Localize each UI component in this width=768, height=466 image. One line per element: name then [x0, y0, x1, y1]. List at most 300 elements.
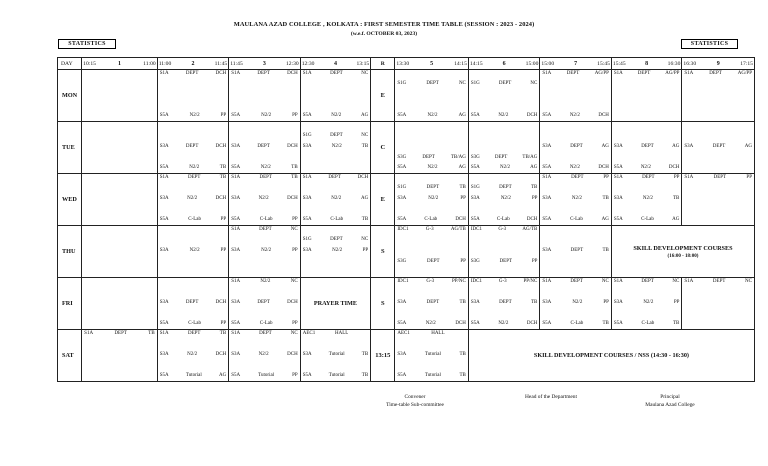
slot-content — [682, 122, 754, 173]
class-teacher: NC — [290, 227, 298, 232]
class-room: DEPT — [259, 331, 272, 336]
class-entry — [397, 113, 466, 118]
class-room: DEPT — [330, 71, 343, 76]
class-teacher: NC — [361, 237, 369, 242]
class-teacher: TB — [602, 248, 609, 253]
class-entry — [231, 113, 298, 118]
class-entry — [303, 248, 369, 253]
class-group: S3A — [159, 300, 169, 305]
class-room: C-Lab — [330, 217, 344, 222]
slot-tue-p7 — [540, 122, 612, 174]
class-group: S5A — [302, 373, 312, 378]
class-entry — [303, 113, 369, 118]
period-times — [230, 61, 299, 67]
class-group: S3A — [470, 300, 480, 305]
class-teacher: PP/NC — [451, 279, 466, 284]
class-group: S5A — [613, 217, 623, 222]
class-teacher: DCH — [215, 196, 227, 201]
class-entry — [160, 248, 227, 253]
slot-sat-p4 — [300, 330, 371, 382]
slot-mon-p1 — [82, 70, 158, 122]
prayer-time-text: PRAYER TIME — [313, 300, 358, 307]
class-entry — [231, 331, 298, 336]
class-group: S3G — [470, 259, 480, 264]
department-label-right: STATISTICS — [681, 39, 738, 49]
class-group: S3A — [542, 300, 552, 305]
class-room: N2/2 — [187, 352, 198, 357]
class-entry — [397, 259, 466, 264]
slot-content — [540, 278, 611, 329]
class-entry — [614, 175, 680, 180]
class-group: S1A — [613, 175, 623, 180]
period-end: 15:00 — [525, 60, 539, 67]
class-teacher: DCH — [287, 71, 298, 76]
class-teacher: NC — [672, 279, 680, 284]
slot-mon-p6 — [468, 70, 540, 122]
class-group: S5A — [470, 165, 480, 170]
class-entry — [471, 165, 538, 170]
class-room: DEPT — [566, 71, 580, 76]
slot-content — [82, 122, 157, 173]
class-room: DEPT — [499, 185, 512, 190]
slot-content — [229, 278, 300, 329]
class-entry — [614, 165, 680, 170]
principal-signature — [625, 393, 715, 409]
period-start: 11:45 — [230, 60, 243, 67]
class-room: N2/2 — [571, 196, 582, 201]
slot-content — [469, 278, 540, 329]
class-teacher: DCH — [215, 71, 227, 76]
slot-thu-p7 — [540, 226, 612, 278]
class-group: S1A — [302, 175, 312, 180]
slot-content — [395, 226, 468, 277]
class-group: S5A — [613, 165, 623, 170]
class-group: S1A — [84, 331, 94, 336]
slot-wed-p6 — [468, 174, 540, 226]
class-entry — [397, 185, 466, 190]
class-teacher: DCH — [526, 321, 538, 326]
period-end: 13:15 — [356, 60, 370, 67]
class-teacher: DCH — [287, 352, 298, 357]
class-teacher: DCH — [526, 217, 538, 222]
period-start: 10:15 — [83, 60, 96, 67]
class-room: C-Lab — [570, 217, 583, 222]
class-entry — [231, 300, 298, 305]
row-tue — [58, 122, 755, 174]
class-room: N2/2 — [427, 165, 438, 170]
class-room: DEPT — [426, 300, 440, 305]
slot-wed-p4 — [300, 174, 371, 226]
class-room: DEPT — [257, 71, 270, 76]
slot-content — [395, 122, 468, 173]
class-room: Tutorial — [328, 373, 345, 378]
class-entry — [303, 71, 369, 76]
class-group: S5A — [231, 165, 241, 170]
class-teacher: TB — [672, 321, 680, 326]
class-entry — [160, 144, 227, 149]
class-teacher: PP — [292, 373, 298, 378]
class-group: S1A — [159, 175, 169, 180]
class-group: S1A — [231, 71, 241, 76]
class-entry — [231, 175, 298, 180]
slot-content — [158, 330, 229, 381]
class-entry — [303, 352, 369, 357]
class-teacher: DCH — [287, 144, 298, 149]
period-number: 5 — [430, 60, 434, 67]
class-teacher: DCH — [455, 321, 466, 326]
class-room: C-Lab — [259, 321, 273, 326]
class-room: DEPT — [570, 248, 584, 253]
class-group: S5A — [397, 217, 407, 222]
class-entry — [471, 279, 538, 284]
class-teacher: DCH — [455, 217, 466, 222]
period-times — [613, 61, 681, 67]
class-teacher: PP — [220, 321, 227, 326]
period-times — [396, 61, 467, 67]
day-label-sat: SAT — [58, 330, 82, 382]
class-room: DEPT — [498, 81, 512, 86]
period-header-8 — [611, 58, 682, 70]
class-entry — [614, 71, 680, 76]
slot-content — [682, 278, 754, 329]
class-room: N2/2 — [260, 279, 271, 284]
class-teacher: PP — [292, 321, 298, 326]
class-teacher: TB — [291, 165, 298, 170]
period-end: 15:45 — [597, 60, 610, 67]
class-room: G-3 — [425, 227, 434, 232]
slot-thu-p4 — [300, 226, 371, 278]
class-room: DEPT — [187, 175, 201, 180]
class-room: DEPT — [185, 300, 199, 305]
class-group: S5A — [231, 321, 241, 326]
class-room: Tutorial — [258, 373, 275, 378]
class-group: S3A — [159, 196, 169, 201]
class-room: N2/2 — [331, 144, 342, 149]
class-teacher: AG/TB — [522, 227, 538, 232]
slot-content — [158, 122, 229, 173]
class-entry — [471, 227, 538, 232]
class-room: DEPT — [257, 300, 270, 305]
class-room: C-Lab — [188, 217, 202, 222]
class-teacher: DCH — [598, 113, 609, 118]
class-entry — [542, 300, 609, 305]
recess-cell-wed: E — [371, 174, 395, 226]
class-room: N2/2 — [500, 196, 511, 201]
prayer-time-cell — [300, 278, 371, 330]
class-room: N2/2 — [427, 113, 438, 118]
class-teacher: TB — [361, 352, 369, 357]
class-group: S1G — [470, 81, 480, 86]
class-teacher: TB — [361, 217, 369, 222]
day-label-fri: FRI — [58, 278, 82, 330]
period-start: 14:15 — [469, 60, 483, 67]
class-teacher: TB — [602, 196, 609, 201]
slot-wed-p3 — [229, 174, 301, 226]
slot-thu-p6 — [468, 226, 540, 278]
class-entry — [303, 331, 369, 336]
class-room: DEPT — [499, 300, 512, 305]
class-group: S1A — [231, 175, 241, 180]
class-teacher: DCH — [357, 175, 369, 180]
class-teacher: AG — [672, 217, 680, 222]
slot-fri-p1 — [82, 278, 158, 330]
class-entry — [160, 352, 227, 357]
day-label-wed: WED — [58, 174, 82, 226]
class-group: S1A — [302, 71, 312, 76]
class-entry — [303, 217, 369, 222]
class-room: N2/2 — [498, 113, 509, 118]
class-room: G-3 — [498, 279, 507, 284]
class-group: S1A — [684, 71, 694, 76]
class-room: DEPT — [637, 71, 651, 76]
class-entry — [471, 217, 538, 222]
class-group: S3A — [397, 300, 407, 305]
period-start: 16:30 — [683, 60, 697, 67]
class-group: S3A — [470, 196, 480, 201]
class-teacher: TB — [459, 300, 466, 305]
slot-wed-p1 — [82, 174, 158, 226]
class-entry — [231, 165, 298, 170]
period-end: 11:00 — [143, 60, 156, 67]
class-entry — [231, 352, 298, 357]
slot-content — [229, 226, 300, 277]
class-group: S1A — [542, 279, 552, 284]
slot-content — [395, 330, 468, 381]
class-room: HALL — [431, 331, 445, 336]
class-room: DEPT — [330, 237, 343, 242]
slot-content — [82, 70, 157, 121]
class-teacher: NC — [290, 331, 298, 336]
class-room: N2/2 — [258, 352, 269, 357]
class-teacher: NC — [458, 81, 466, 86]
class-teacher: AG — [360, 196, 369, 201]
class-group: S5A — [397, 321, 407, 326]
class-group: S1A — [159, 331, 169, 336]
period-start: 11:00 — [158, 60, 172, 67]
class-group: S3G — [470, 155, 480, 160]
period-number: 4 — [333, 60, 337, 67]
class-group: S5A — [613, 321, 623, 326]
class-teacher: AG — [218, 373, 227, 378]
slot-fri-p2 — [157, 278, 229, 330]
class-teacher: AG — [672, 144, 680, 149]
period-times — [83, 61, 156, 67]
class-room: N2/2 — [332, 248, 343, 253]
slot-content — [469, 226, 540, 277]
class-room: DEPT — [712, 144, 726, 149]
slot-wed-p9 — [682, 174, 755, 226]
class-teacher: DCH — [215, 300, 227, 305]
class-group: IDC1 — [397, 227, 409, 232]
class-group: S5A — [231, 113, 241, 118]
class-entry — [160, 196, 227, 201]
convener-signature — [370, 393, 460, 409]
class-entry — [614, 217, 680, 222]
class-teacher: DCH — [215, 144, 227, 149]
class-room: N2/2 — [569, 113, 580, 118]
slot-mon-p5 — [395, 70, 469, 122]
class-entry — [471, 259, 538, 264]
class-teacher: PP/NC — [523, 279, 538, 284]
hod-signature — [505, 393, 597, 401]
class-room: N2/2 — [187, 196, 198, 201]
class-teacher: TB — [602, 321, 609, 326]
period-end: 12:30 — [285, 60, 299, 67]
period-start: 15:45 — [612, 60, 626, 67]
class-teacher: TB — [459, 352, 466, 357]
class-group: S1A — [613, 71, 623, 76]
class-entry — [614, 196, 680, 201]
period-number: 8 — [645, 60, 649, 67]
period-end: 16:30 — [667, 60, 681, 67]
effective-date: (w.e.f. OCTOBER 03, 2023) — [350, 31, 418, 37]
class-teacher: NC — [745, 279, 752, 284]
class-entry — [231, 144, 298, 149]
class-teacher: TB — [672, 196, 680, 201]
class-group: S3A — [302, 196, 312, 201]
class-group: S3A — [231, 352, 241, 357]
class-entry — [303, 144, 369, 149]
class-group: S1G — [470, 185, 480, 190]
class-group: S5A — [542, 321, 552, 326]
class-room: DEPT — [259, 227, 272, 232]
recess-cell-thu: S — [371, 226, 395, 278]
slot-content — [540, 122, 611, 173]
class-teacher: AG — [360, 113, 369, 118]
class-group: S3A — [613, 196, 623, 201]
header-row — [58, 58, 755, 70]
class-teacher: DCH — [215, 352, 227, 357]
class-entry — [303, 175, 369, 180]
class-group: S5A — [542, 165, 552, 170]
slot-tue-p9 — [682, 122, 755, 174]
class-entry — [614, 279, 680, 284]
period-number: 2 — [191, 60, 195, 67]
class-group: S3A — [159, 248, 169, 253]
class-teacher: TB — [361, 144, 369, 149]
class-entry — [614, 144, 680, 149]
slot-wed-p8 — [611, 174, 682, 226]
class-room: C-Lab — [424, 217, 438, 222]
slot-content — [469, 174, 540, 225]
recess-cell-tue: C — [371, 122, 395, 174]
class-entry — [160, 300, 227, 305]
class-teacher: PP — [460, 196, 466, 201]
class-entry — [542, 113, 609, 118]
slot-content — [301, 174, 371, 225]
class-entry — [471, 81, 538, 86]
class-room: N2/2 — [499, 165, 510, 170]
row-wed — [58, 174, 755, 226]
class-group: S1A — [542, 71, 552, 76]
skill-development-hours: (16:00 - 18:00) — [667, 253, 699, 259]
slot-tue-p5 — [395, 122, 469, 174]
class-teacher: DCH — [598, 165, 609, 170]
class-teacher: DCH — [287, 300, 298, 305]
slot-tue-p1 — [82, 122, 158, 174]
class-teacher: AG — [458, 165, 466, 170]
period-number: 7 — [574, 60, 578, 67]
recess-cell-sat: 13:15 — [371, 330, 395, 382]
class-room: Tutorial — [424, 352, 441, 357]
row-thu — [58, 226, 755, 278]
period-start: 15:00 — [541, 60, 555, 67]
class-group: S3A — [613, 300, 623, 305]
class-room: N2/2 — [189, 248, 200, 253]
class-teacher: TB — [291, 175, 298, 180]
slot-content — [395, 278, 468, 329]
slot-wed-p7 — [540, 174, 612, 226]
class-teacher: TB — [219, 331, 227, 336]
class-group: S3A — [231, 248, 241, 253]
period-header-9 — [682, 58, 755, 70]
slot-mon-p7 — [540, 70, 612, 122]
class-teacher: TB — [219, 165, 227, 170]
class-teacher: TB/AG — [450, 155, 466, 160]
class-room: C-Lab — [259, 217, 273, 222]
class-group: S5A — [470, 217, 480, 222]
class-room: N2/2 — [331, 196, 342, 201]
class-teacher: PP — [292, 248, 298, 253]
slot-content — [540, 70, 611, 121]
class-entry — [471, 155, 538, 160]
day-label-thu: THU — [58, 226, 82, 278]
slot-thu-p1 — [82, 226, 158, 278]
class-entry — [303, 196, 369, 201]
slot-thu-p5 — [395, 226, 469, 278]
class-teacher: PP — [292, 217, 298, 222]
class-room: N2/2 — [640, 165, 651, 170]
class-room: N2/2 — [425, 321, 436, 326]
class-entry — [160, 175, 227, 180]
class-entry — [471, 185, 538, 190]
class-room: DEPT — [570, 279, 583, 284]
class-entry — [397, 279, 466, 284]
class-group: S1G — [397, 185, 407, 190]
slot-sat-p3 — [229, 330, 301, 382]
period-header-3 — [229, 58, 301, 70]
slot-tue-p6 — [468, 122, 540, 174]
class-room: N2/2 — [258, 196, 269, 201]
class-room: G-3 — [426, 279, 435, 284]
class-teacher: NC — [530, 81, 538, 86]
slot-content — [229, 174, 300, 225]
class-entry — [542, 279, 609, 284]
period-times — [683, 61, 753, 67]
class-entry — [542, 144, 609, 149]
class-group: S5A — [470, 113, 480, 118]
class-teacher: PP — [531, 259, 538, 264]
slot-content — [82, 330, 157, 381]
class-group: S3A — [542, 248, 552, 253]
class-room: DEPT — [641, 144, 654, 149]
slot-wed-p5 — [395, 174, 469, 226]
class-teacher: DCH — [526, 113, 538, 118]
class-entry — [397, 217, 466, 222]
class-entry — [397, 227, 466, 232]
slot-fri-p3 — [229, 278, 301, 330]
class-group: IDC1 — [397, 279, 409, 284]
period-times — [470, 61, 539, 67]
slot-mon-p3 — [229, 70, 301, 122]
day-label-mon: MON — [58, 70, 82, 122]
class-group: S5A — [159, 321, 169, 326]
class-group: S1A — [542, 175, 552, 180]
class-room: DEPT — [709, 71, 722, 76]
class-teacher: AG — [458, 113, 466, 118]
class-entry — [684, 279, 752, 284]
class-entry — [542, 175, 609, 180]
